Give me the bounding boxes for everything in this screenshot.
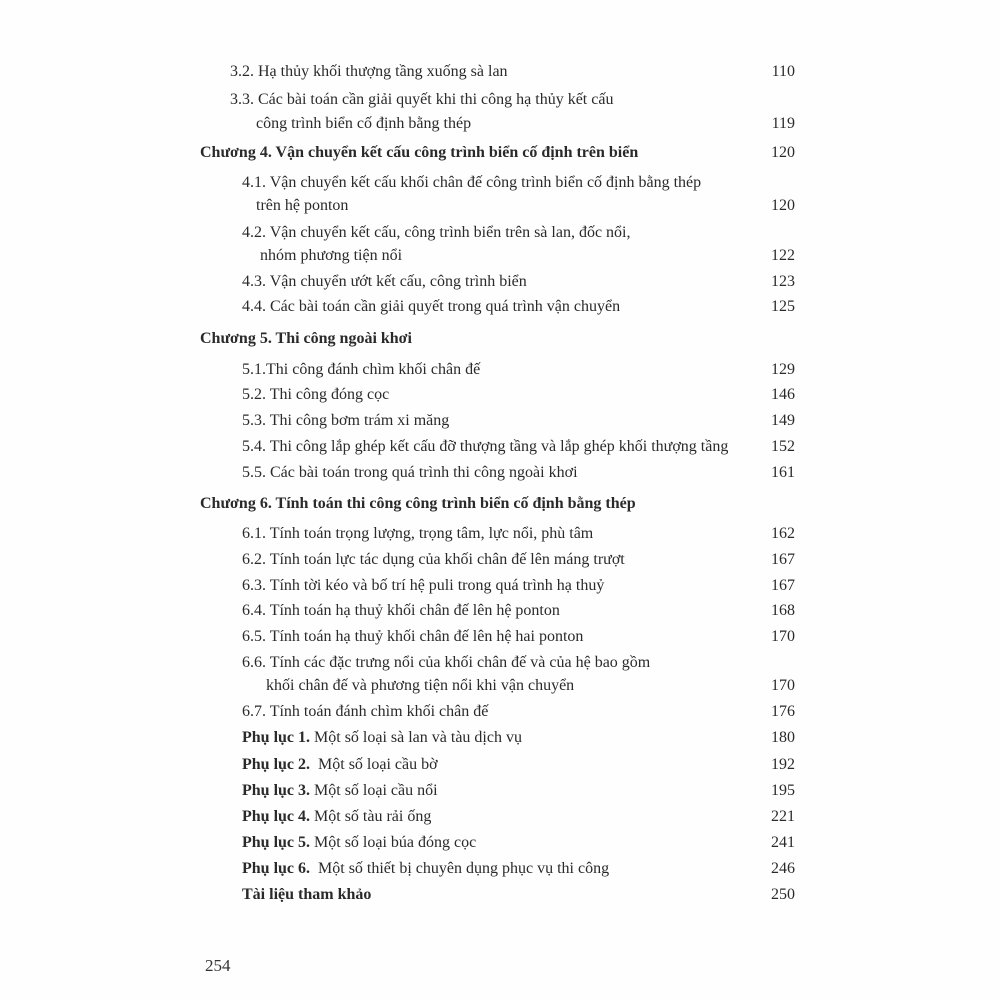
appendix-title: Một số loại cầu nổi — [310, 782, 438, 799]
toc-entry-title — [242, 833, 476, 853]
toc-page-number: 122 — [771, 247, 795, 264]
toc-entry-title: công trình biển cố định bằng thép — [256, 115, 472, 132]
toc-entry-title — [242, 728, 522, 748]
toc-page-number: 119 — [771, 115, 795, 132]
toc-entry-title: 6.1. Tính toán trọng lượng, trọng tâm, lực nổi, phù tâm — [242, 525, 594, 542]
toc-page-number: 221 — [771, 808, 795, 825]
toc-entry-title: Chương 5. Thi công ngoài khơi — [200, 330, 412, 347]
toc-entry-title: 5.4. Thi công lắp ghép kết cấu đỡ thượng tầng và lắp ghép khối thượng tầng — [242, 438, 729, 455]
toc-entry-title: 3.3. Các bài toán cần giải quyết khi thi công hạ thủy kết cấu — [230, 91, 614, 108]
toc-entry-title: 6.4. Tính toán hạ thuỷ khối chân đế lên hệ ponton — [242, 602, 560, 619]
toc-entry-title: 5.3. Thi công bơm trám xi măng — [242, 412, 450, 429]
appendix-title: Một số loại cầu bờ — [310, 756, 438, 773]
toc-entry-title: 6.3. Tính tời kéo và bố trí hệ puli trong quá trình hạ thuỷ — [242, 577, 605, 594]
toc-entry-title — [242, 859, 609, 879]
toc-entry-title: 4.4. Các bài toán cần giải quyết trong quá trình vận chuyển — [242, 298, 621, 315]
toc-entry-title — [242, 885, 371, 905]
toc-entry-title: 6.6. Tính các đặc trưng nổi của khối chân đế và của hệ bao gồm — [242, 654, 651, 671]
appendix-label: Phụ lục 3. — [242, 782, 311, 799]
toc-entry-title: nhóm phương tiện nổi — [260, 247, 403, 264]
appendix-label: Phụ lục 4. — [242, 808, 311, 825]
toc-page-number: 170 — [771, 628, 795, 645]
toc-entry-title: 6.7. Tính toán đánh chìm khối chân đế — [242, 703, 489, 720]
toc-page-number: 161 — [771, 464, 795, 481]
appendix-title: Một số tàu rải ống — [310, 808, 432, 825]
toc-page-number: 152 — [771, 438, 795, 455]
toc-page-number: 180 — [771, 729, 795, 746]
toc-page-number: 250 — [771, 886, 795, 903]
toc-entry-title: 4.2. Vận chuyển kết cấu, công trình biển trên sà lan, đốc nổi, — [242, 224, 631, 241]
toc-page-number: 168 — [771, 602, 795, 619]
toc-page-number: 167 — [771, 577, 795, 594]
toc-page-number: 170 — [771, 677, 795, 694]
appendix-label: Phụ lục 1. — [242, 729, 311, 746]
toc-entry-title: Chương 6. Tính toán thi công công trình biển cố định bằng thép — [200, 495, 636, 512]
toc-entry-title: Chương 4. Vận chuyển kết cấu công trình biển cố định trên biển — [200, 144, 639, 161]
toc-page-number: 246 — [771, 860, 795, 877]
appendix-title: Một số loại búa đóng cọc — [310, 834, 477, 851]
toc-entry-title — [242, 807, 431, 827]
page-number: 254 — [205, 956, 231, 975]
toc-page-number: 241 — [771, 834, 795, 851]
toc-page-number: 120 — [771, 144, 795, 161]
toc-entry-title — [242, 755, 438, 775]
toc-page-number: 162 — [771, 525, 795, 542]
appendix-title: Một số loại sà lan và tàu dịch vụ — [310, 729, 522, 746]
appendix-label: Tài liệu tham khảo — [242, 886, 372, 903]
toc-entry-title: 3.2. Hạ thủy khối thượng tầng xuống sà lan — [230, 63, 508, 80]
appendix-label: Phụ lục 2. — [242, 756, 311, 773]
toc-page-number: 176 — [771, 703, 795, 720]
appendix-title: Một số thiết bị chuyên dụng phục vụ thi công — [310, 860, 610, 877]
toc-page-number: 129 — [771, 361, 795, 378]
toc-page-number: 125 — [771, 298, 795, 315]
toc-entry-title: 6.5. Tính toán hạ thuỷ khối chân đế lên hệ hai ponton — [242, 628, 584, 645]
toc-entry-title: khối chân đế và phương tiện nổi khi vận chuyển — [266, 677, 575, 694]
toc-page-number: 146 — [771, 386, 795, 403]
toc-page-number: 123 — [771, 273, 795, 290]
toc-page-number: 195 — [771, 782, 795, 799]
toc-entry-title: 5.2. Thi công đóng cọc — [242, 386, 390, 403]
toc-page-number: 167 — [771, 551, 795, 568]
appendix-label: Phụ lục 6. — [242, 860, 311, 877]
toc-entry-title: 5.1.Thi công đánh chìm khối chân đế — [242, 361, 481, 378]
toc-entry-title: 5.5. Các bài toán trong quá trình thi công ngoài khơi — [242, 464, 578, 481]
toc-entry-title — [242, 781, 438, 801]
appendix-label: Phụ lục 5. — [242, 834, 311, 851]
toc-page-number: 110 — [771, 63, 795, 80]
toc-entry-title: 6.2. Tính toán lực tác dụng của khối chân đế lên máng trượt — [242, 551, 625, 568]
toc-page-number: 192 — [771, 756, 795, 773]
toc-entry-title: trên hệ ponton — [256, 197, 349, 214]
toc-page-number: 149 — [771, 412, 795, 429]
toc-entry-title: 4.1. Vận chuyển kết cấu khối chân đế công trình biển cố định bằng thép — [242, 174, 702, 191]
toc-entry-title: 4.3. Vận chuyển ướt kết cấu, công trình biển — [242, 273, 527, 290]
toc-page-number: 120 — [771, 197, 795, 214]
